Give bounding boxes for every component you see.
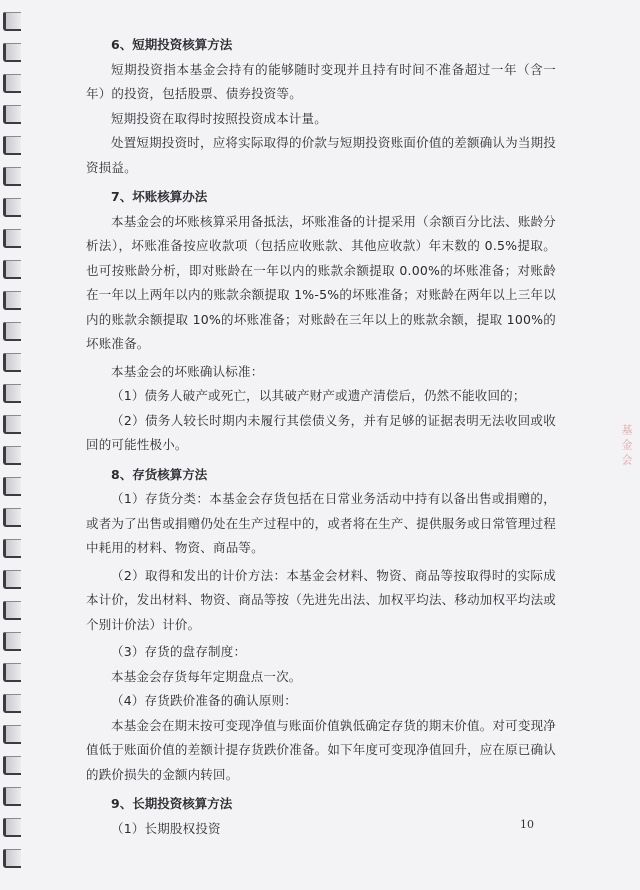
binding-ring (3, 508, 21, 527)
binding-ring (3, 787, 21, 806)
binding-ring (3, 849, 21, 868)
binding-ring (3, 725, 21, 744)
paragraph: 本基金会存货每年定期盘点一次。 (111, 668, 302, 684)
page-number: 10 (520, 818, 534, 831)
binding-ring (3, 446, 21, 465)
binding-ring (3, 570, 21, 589)
paragraph: 本基金会在期末按可变现净值与账面价值孰低确定存货的期末价值。对可变现净值低于账面价值的差额计提存货跌价准备。如下年度可变现净值回升，应在原已确认的跌价损失的金额内转回。 (86, 717, 556, 782)
paragraph: （2）债务人较长时期内未履行其偿债义务，并有足够的证据表明无法收回或收回的可能性极小。 (86, 412, 556, 452)
binding-ring (3, 818, 21, 837)
binding-ring (3, 415, 21, 434)
binding-ring (3, 539, 21, 558)
paragraph: （4）存货跌价准备的确认原则： (111, 693, 297, 708)
binding-ring (3, 663, 21, 682)
binding-ring (3, 694, 21, 713)
paragraph: （1）长期股权投资 (111, 820, 221, 836)
binding-ring (3, 105, 21, 124)
section-heading: 8、存货核算方法 (111, 466, 208, 482)
paragraph: 短期投资指本基金会持有的能够随时变现并且持有时间不准备超过一年（含一年）的投资，包括股票、债券投资等。 (86, 61, 556, 101)
binding-ring (3, 74, 21, 93)
paragraph: （3）存货的盘存制度： (111, 644, 247, 659)
paragraph: （1）存货分类：本基金会存货包括在日常业务活动中持有以备出售或捐赠的，或者为了出售或捐赠仍处在生产过程中的，或者将在生产、提供服务或日常管理过程中耗用的材料、物资、商品等。 (86, 491, 556, 555)
binding-ring (3, 632, 21, 651)
binding-ring (3, 601, 21, 620)
binding-ring (3, 291, 21, 310)
binding-ring (3, 12, 21, 31)
binding-ring (3, 229, 21, 248)
section-heading: 9、长期投资核算方法 (111, 796, 233, 811)
section-heading: 6、短期投资核算方法 (111, 37, 233, 52)
binding-ring (3, 167, 21, 186)
paragraph: 处置短期投资时，应将实际取得的价款与短期投资账面价值的差额确认为当期投资损益。 (86, 135, 556, 175)
binding-ring (3, 477, 21, 496)
seal-stamp: 基金会 (620, 424, 633, 469)
paragraph: 短期投资在取得时按照投资成本计量。 (111, 110, 327, 126)
paragraph: 本基金会的坏账核算采用备抵法，坏账准备的计提采用（余额百分比法、账龄分析法），坏账准备按应收款项（包括应收账款、其他应收款）年末数的 0.5%提取。也可按账龄分析，即对账龄在一年以内的账款余额提取 0.00%的坏账准备；对账龄在一年以上两年以内的账款余额提取 1%-5%的坏账准备；对账龄在两年以上三年以内的账款余额提取 10%的坏账准备；对账龄在三年以上的账款余额，提取 100%的坏账准备。 (86, 213, 556, 351)
section-heading: 7、坏账核算办法 (111, 189, 208, 204)
binding-ring (3, 136, 21, 155)
binding-ring (3, 322, 21, 341)
binding-ring (3, 384, 21, 403)
binding-ring (3, 198, 21, 217)
paragraph: （1）债务人破产或死亡，以其破产财产或遗产清偿后，仍然不能收回的； (111, 388, 526, 403)
binding-ring (3, 756, 21, 775)
binding-ring (3, 43, 21, 62)
paragraph: （2）取得和发出的计价方法：本基金会材料、物资、商品等按取得时的实际成本计价，发出材料、物资、商品等按（先进先出法、加权平均法、移动加权平均法或个别计价法）计价。 (86, 567, 556, 632)
binding-ring (3, 353, 21, 372)
paragraph: 本基金会的坏账确认标准： (111, 363, 264, 379)
document-body (86, 26, 556, 841)
spiral-binding (0, 0, 22, 890)
binding-ring (3, 260, 21, 279)
